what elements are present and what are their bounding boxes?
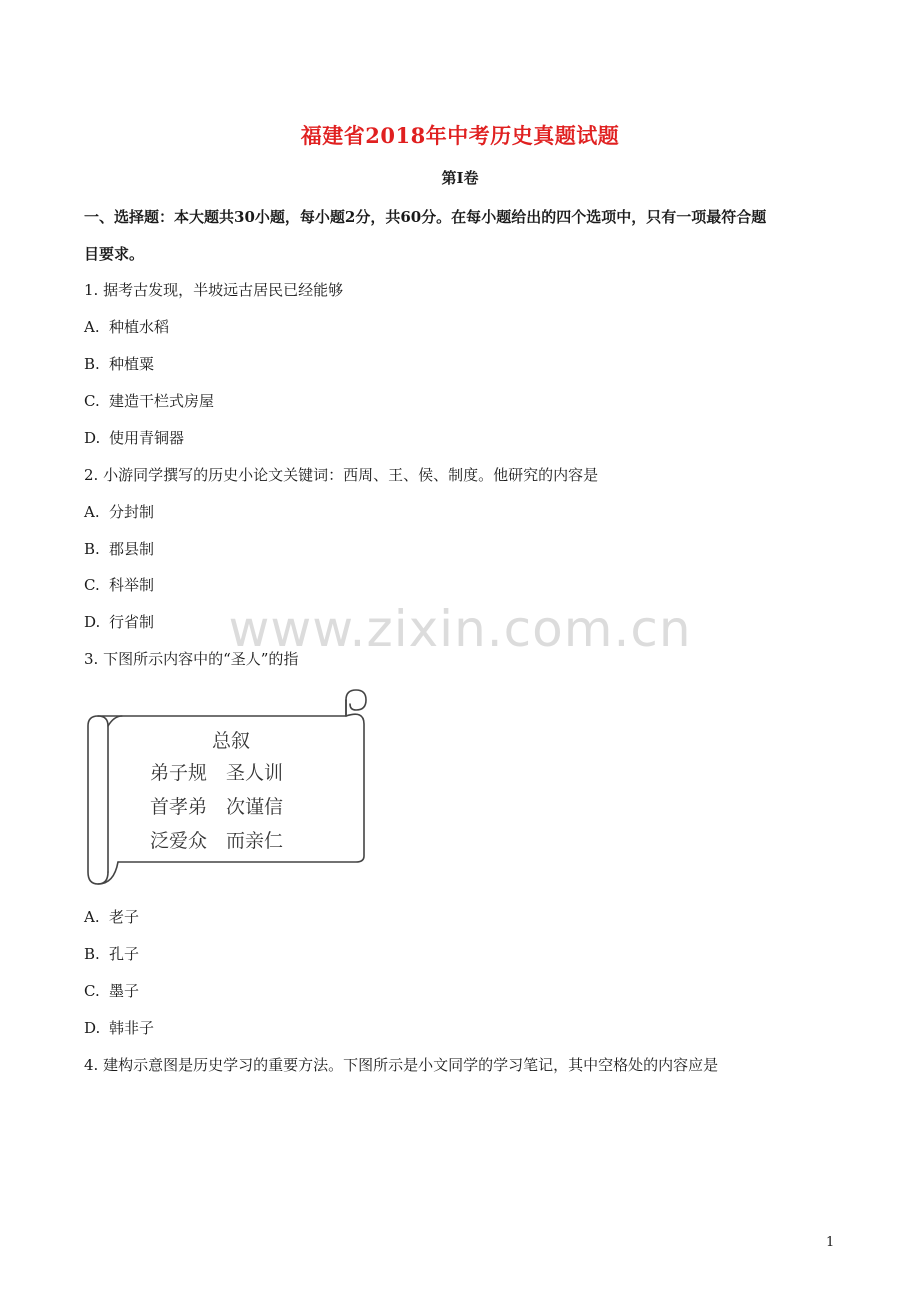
option-label: C. [84,982,100,1000]
section-instructions-1: 一、选择题：本大题共30小题，每小题2分，共60分。在每小题给出的四个选项中，只有一项最符合题 [84,208,767,226]
option-label: A. [84,908,100,926]
option-label: A. [84,503,100,521]
question-3-option-d[interactable] [84,1017,154,1038]
scroll-line-2: 首孝弟 次谨信 [150,796,284,818]
option-text: 种植粟 [109,355,155,373]
option-label: B. [84,945,100,963]
question-2-option-a[interactable] [84,501,154,522]
question-2-stem: 2. 小游同学撰写的历史小论文关键词：西周、王、侯、制度。他研究的内容是 [84,466,599,484]
option-label: C. [84,576,100,594]
option-text: 分封制 [109,503,155,521]
option-text: 使用青铜器 [109,429,185,447]
option-text: 建造干栏式房屋 [109,392,215,410]
scroll-illustration [84,686,370,888]
option-label: D. [84,1019,101,1037]
option-text: 韩非子 [109,1019,155,1037]
scroll-heading: 总叙 [212,730,251,752]
scroll-line-3: 泛爱众 而亲仁 [150,830,284,852]
option-text: 墨子 [109,982,140,1000]
question-1-option-b[interactable] [84,353,154,374]
option-text: 郡县制 [109,540,155,558]
option-label: D. [84,429,101,447]
question-1-option-a[interactable] [84,316,169,337]
scroll-line-1: 弟子规 圣人训 [150,762,284,784]
page-title: 福建省2018年中考历史真题试题 [300,123,620,148]
option-label: A. [84,318,100,336]
question-1-option-d[interactable] [84,427,184,448]
question-3-option-b[interactable] [84,943,139,964]
section-instructions-2: 目要求。 [84,245,145,263]
volume-heading: 第Ⅰ卷 [441,169,479,187]
question-1-stem: 1. 据考古发现，半坡远古居民已经能够 [84,281,344,299]
question-3-option-a[interactable] [84,906,139,927]
question-3-option-c[interactable] [84,980,139,1001]
question-2-option-b[interactable] [84,538,154,559]
option-text: 种植水稻 [109,318,170,336]
question-1-option-c[interactable] [84,390,214,411]
option-text: 科举制 [109,576,155,594]
option-text: 孔子 [109,945,140,963]
watermark: www.zixin.com.cn [228,600,692,658]
question-2-option-c[interactable] [84,574,154,595]
question-3-stem: 3. 下图所示内容中的“圣人”的指 [84,650,299,668]
option-text: 行省制 [109,613,155,631]
question-2-option-d[interactable] [84,611,154,632]
scroll-drawing [84,686,370,888]
option-label: B. [84,540,100,558]
option-label: D. [84,613,101,631]
option-label: C. [84,392,100,410]
question-4-stem: 4. 建构示意图是历史学习的重要方法。下图所示是小文同学的学习笔记，其中空格处的内容应是 [84,1056,719,1074]
page-number: 1 [826,1235,835,1250]
option-label: B. [84,355,100,373]
option-text: 老子 [109,908,140,926]
